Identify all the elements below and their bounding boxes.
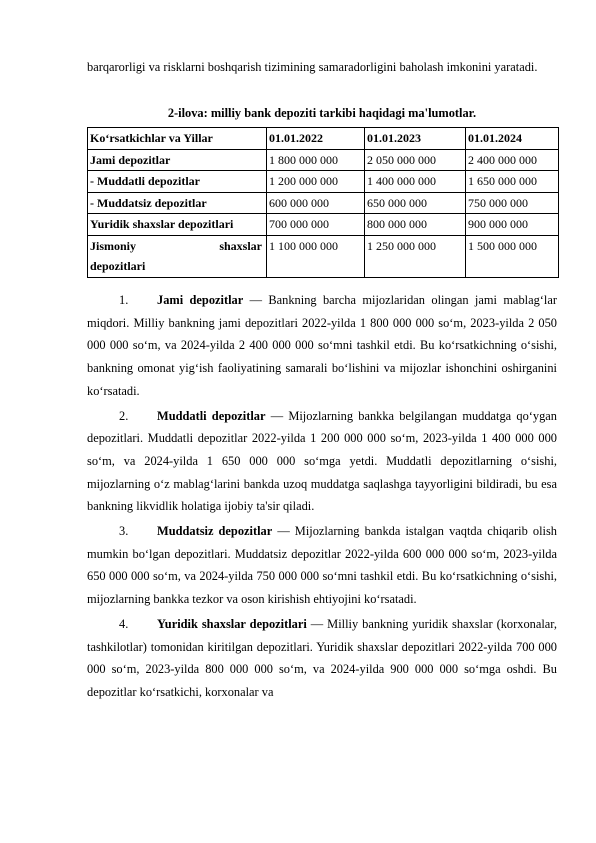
table-row bbox=[88, 149, 559, 171]
item-text: — Mijozlarning bankka belgilangan muddatga qo‘ygan depozitlari. Muddatli depozitlar 2022-yilda 1 200 000 000 so‘m, 2023-yilda 1 400 000 000 so‘m, va 2024-yilda 1 650 000 000 so‘mga yetdi. Muddatli depozitlarning o‘sishi, mijozlarning o‘z mablag‘larini bankda uzoq muddatga saqlashga tayyorligini bildiradi, bu esa bankning likvidlik holatiga ijobiy ta'sir qiladi. bbox=[87, 408, 558, 514]
row-label: - Muddatsiz depozitlar bbox=[88, 192, 267, 214]
table-cell: 650 000 000 bbox=[365, 192, 466, 214]
row-label: Jami depozitlar bbox=[88, 149, 267, 171]
item-term: Muddatli depozitlar bbox=[157, 408, 266, 423]
table-header-row bbox=[88, 128, 559, 150]
table-cell: 1 250 000 000 bbox=[365, 235, 466, 277]
table-cell: 800 000 000 bbox=[365, 214, 466, 236]
table-cell: 2 050 000 000 bbox=[365, 149, 466, 171]
table-cell: 1 650 000 000 bbox=[466, 171, 559, 193]
header-cell: Ko‘rsatkichlar va Yillar bbox=[88, 128, 267, 150]
item-number: 1. bbox=[119, 293, 129, 307]
table-cell: 750 000 000 bbox=[466, 192, 559, 214]
list-item bbox=[87, 289, 557, 403]
item-text: — Milliy bankning yuridik shaxslar (korxonalar, tashkilotlar) tomonidan kiritilgan depozitlari. Yuridik shaxslar depozitlari 2022-yilda 700 000 000 so‘m, 2023-yilda 800 000 000 so‘m, va 2024-yilda 900 000 000 so‘mga oshdi. Bu depozitlar ko‘rsatkichi, korxonalar va bbox=[87, 616, 557, 699]
table-row bbox=[88, 214, 559, 236]
table-caption: 2-ilova: milliy bank depoziti tarkibi haqidagi ma'lumotlar. bbox=[167, 106, 477, 120]
list-item bbox=[87, 405, 557, 519]
header-cell: 01.01.2023 bbox=[365, 128, 466, 150]
table-row bbox=[88, 235, 559, 277]
row-label-line2: depozitlari bbox=[90, 259, 146, 273]
table-cell: 900 000 000 bbox=[466, 214, 559, 236]
table-cell: 600 000 000 bbox=[267, 192, 365, 214]
item-text: — Mijozlarning bankda istalgan vaqtda chiqarib olish mumkin bo‘lgan depozitlari. Muddatsiz depozitlar 2022-yilda 600 000 000 so‘m, 2023-yilda 650 000 000 so‘m, va 2024-yilda 750 000 000 so‘mni tashkil etdi. Bu ko‘rsatkichning o‘sishi, mijozlarning bankka tezkor va oson kirishish ehtiyojini ko‘rsatadi. bbox=[87, 524, 558, 607]
intro-paragraph: barqarorligi va risklarni boshqarish tizimining samaradorligini baholash imkonini yaratadi. bbox=[87, 60, 538, 74]
table-cell: 700 000 000 bbox=[267, 214, 365, 236]
row-label: Yuridik shaxslar depozitlari bbox=[88, 214, 267, 236]
header-cell: 01.01.2022 bbox=[267, 128, 365, 150]
item-term: Muddatsiz depozitlar bbox=[157, 524, 273, 539]
row-label: - Muddatli depozitlar bbox=[88, 171, 267, 193]
row-label-line1: Jismoniy shaxslar bbox=[90, 238, 262, 253]
table-cell: 1 500 000 000 bbox=[466, 235, 559, 277]
item-term: Yuridik shaxslar depozitlari bbox=[157, 616, 307, 631]
item-number: 4. bbox=[119, 616, 129, 631]
list-item bbox=[87, 613, 557, 704]
table-cell: 1 100 000 000 bbox=[267, 235, 365, 277]
numbered-list bbox=[87, 289, 557, 706]
table-cell: 1 400 000 000 bbox=[365, 171, 466, 193]
row-label bbox=[88, 235, 267, 277]
item-term: Jami depozitlar bbox=[157, 293, 244, 307]
item-text: — Bankning barcha mijozlaridan olingan jami mablag‘lar miqdori. Milliy bankning jami depozitlari 2022-yilda 1 800 000 000 so‘m, 2023-yilda 2 050 000 000 so‘m, va 2024-yilda 2 400 000 000 so‘mni tashkil etdi. Bu ko‘rsatkichning o‘sishi, bankning omonat yig‘ish faoliyatining samarali bo‘lishini va mijozlar ishonchini oshirganini ko‘rsatadi. bbox=[87, 293, 558, 398]
item-number: 3. bbox=[119, 524, 129, 539]
table-row bbox=[88, 171, 559, 193]
table-cell: 2 400 000 000 bbox=[466, 149, 559, 171]
header-cell: 01.01.2024 bbox=[466, 128, 559, 150]
deposit-table bbox=[87, 127, 559, 278]
table-row bbox=[88, 192, 559, 214]
table-cell: 1 200 000 000 bbox=[267, 171, 365, 193]
table-cell: 1 800 000 000 bbox=[267, 149, 365, 171]
item-number: 2. bbox=[119, 408, 129, 423]
list-item bbox=[87, 520, 557, 611]
